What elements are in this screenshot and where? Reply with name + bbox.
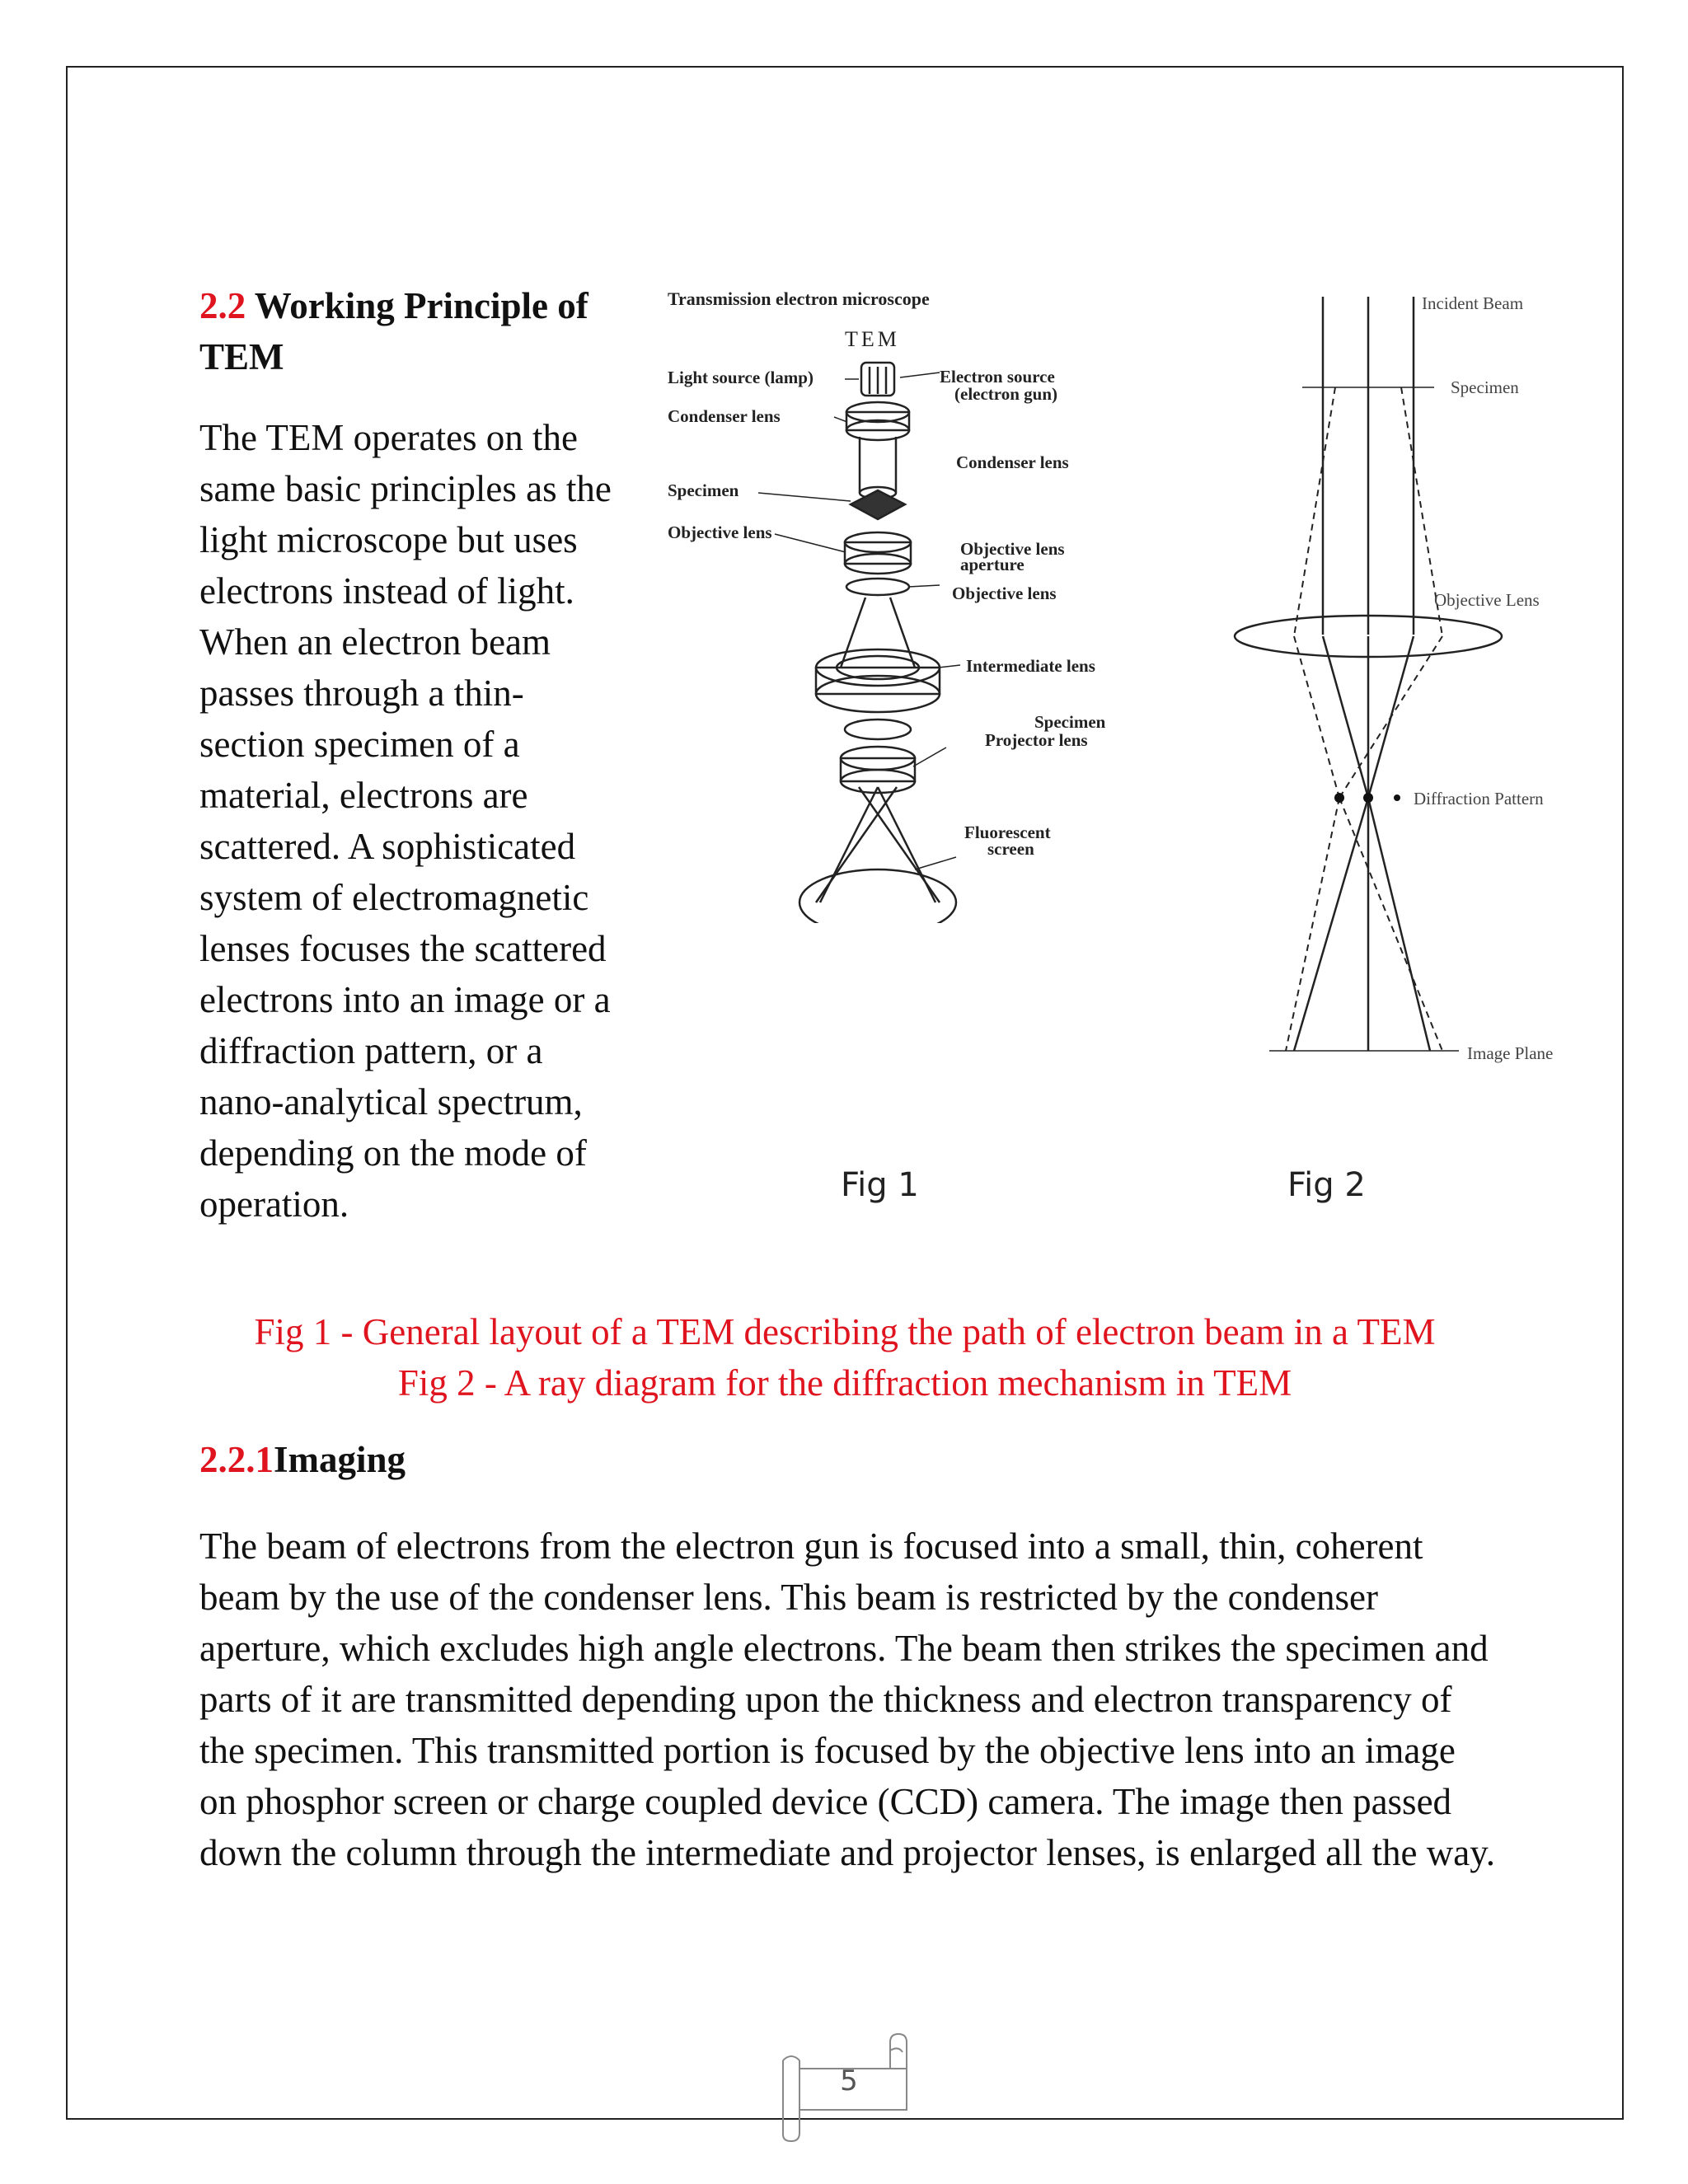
subsection-heading [199,1438,406,1481]
section-number: 2.2 [199,285,246,326]
fig1-label-objective-aperture-1: Objective lens [960,539,1065,559]
fig1-label-screen: screen [987,839,1034,859]
section-title: Working Principle of TEM [199,285,588,377]
subsection-title: Imaging [274,1439,406,1480]
figure-captions [124,1306,1566,1408]
fig2-label-diffraction-pattern: Diffraction Pattern [1414,789,1544,808]
intro-paragraph: The TEM operates on the same basic principles as the light microscope but uses electrons instead of light. When an electron beam passes through a thin-section specimen of a material, electrons are scattered. A sophisticated system of electromagnetic lenses focuses the scattered electrons into an image or a diffraction pattern, or a nano-analytical spectrum, depending on the mode of operation. [199,417,612,1225]
page-number: 5 [840,2064,858,2097]
fig1-label-fluorescent: Fluorescent [964,823,1051,842]
fig1-label-objective-left: Objective lens [668,523,772,542]
fig2-ray-diagram [1212,280,1591,1088]
fig2-caption: Fig 2 [1287,1166,1366,1204]
fig2-label-incident-beam: Incident Beam [1422,293,1524,313]
fig2-label-specimen: Specimen [1451,377,1519,397]
fig1-label-specimen-left: Specimen [668,480,739,500]
fig2-label-objective-lens: Objective Lens [1434,590,1540,610]
fig1-label-objective-aperture-2: aperture [960,555,1025,574]
fig1-label-condenser-left: Condenser lens [668,406,781,426]
fig1-label-electron-source: Electron source [940,367,1055,387]
fig1-label-light-source: Light source (lamp) [668,368,814,387]
fig1-tem-layout-diagram [643,280,1203,923]
fig1-label-condenser-right: Condenser lens [956,452,1069,472]
fig1-label-electron-gun: (electron gun) [954,384,1058,404]
fig2-label-image-plane: Image Plane [1467,1043,1554,1063]
fig1-label-projector: Projector lens [985,730,1088,750]
fig1-tem-label: TEM [845,327,900,351]
fig1-label-objective-right: Objective lens [952,583,1057,603]
fig1-caption: Fig 1 [841,1166,919,1204]
fig1-label-specimen-right: Specimen [1034,712,1106,732]
fig1-title: Transmission electron microscope [668,288,930,309]
caption-line-2: Fig 2 - A ray diagram for the diffraction mechanism in TEM [397,1362,1292,1404]
caption-line-1: Fig 1 - General layout of a TEM describing the path of electron beam in a TEM [254,1311,1436,1352]
section-heading [199,280,628,382]
fig1-label-intermediate: Intermediate lens [966,656,1095,676]
subsection-number: 2.2.1 [199,1439,274,1480]
imaging-paragraph: The beam of electrons from the electron gun is focused into a small, thin, coherent beam by the use of the condenser lens. This beam is restricted by the condenser aperture, which excludes high angle electrons. The beam then strikes the specimen and parts of it are transmitted depending upon the thickness and electron transparency of the specimen. This transmitted portion is focused by the objective lens into an image on phosphor screen or charge coupled device (CCD) camera. The image then passed down the column through the intermediate and projector lenses, is enlarged all the way. [199,1526,1496,1873]
